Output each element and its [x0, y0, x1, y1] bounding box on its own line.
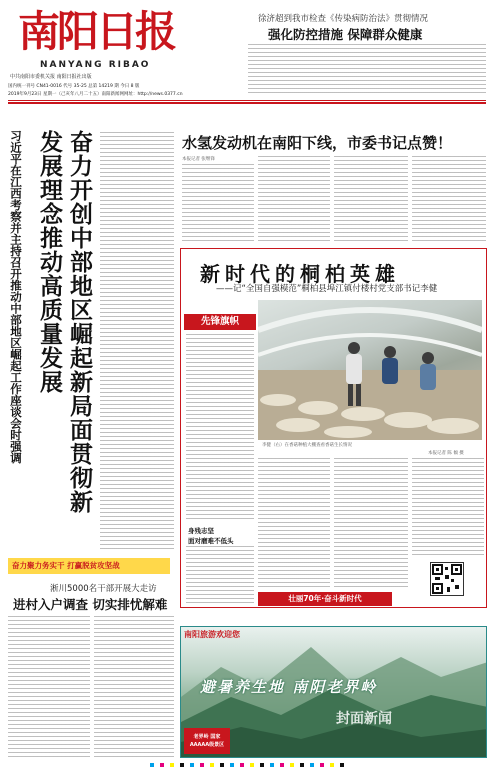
feature-photo	[258, 300, 482, 440]
masthead-divider-2	[8, 102, 486, 104]
lead-body-text-1	[100, 132, 174, 550]
lead-headline: 奋力开创中部地区崛起新局面贯彻新发展理念推动高质量发展	[36, 130, 92, 514]
sub-story-headline: 进村入户调查 切实排忧解难	[13, 597, 168, 612]
photo-credit: 本报记者 陈 倾 摄	[428, 451, 464, 456]
tourism-ad-label: 南阳旅游欢迎您	[184, 630, 240, 639]
masthead-title: 南阳日报	[18, 8, 175, 56]
engine-story-byline: 本报记者 张继锋	[182, 157, 215, 162]
tourism-ad-slogan: 避暑养生地 南阳老界岭	[200, 678, 378, 696]
engine-story-body-4	[412, 156, 486, 242]
feature-body-3	[334, 458, 408, 588]
header-kicker: 徐济超到我市检查《传染病防治法》贯彻情况	[258, 14, 429, 24]
photo-caption: 李健（右）在香菇种植大棚查看香菇生长情况	[262, 443, 352, 448]
feature-subhead-2: 面对磨难不低头	[188, 537, 234, 545]
masthead-pinyin: NANYANG RIBAO	[40, 60, 151, 70]
print-registration-marks	[150, 763, 350, 767]
feature-footer-banner: 壮丽70年·奋斗新时代	[258, 592, 392, 606]
engine-story-body-1	[182, 164, 254, 242]
engine-story-body-3	[334, 156, 408, 242]
masthead-subtitle: 中共南阳市委机关报 南阳日报社出版	[10, 74, 92, 80]
sub-story-body-1	[8, 616, 90, 758]
engine-story-body-2	[258, 156, 330, 242]
pioneer-flag-label: 先锋旗帜	[184, 314, 256, 330]
engine-story-headline: 水氢发动机在南阳下线，市委书记点赞！	[182, 134, 453, 152]
qr-code-icon	[431, 563, 463, 595]
feature-intro-text	[186, 334, 254, 522]
scenic-area-badge	[184, 728, 230, 754]
lead-kicker: 习近平在江西考察并主持召开推动中部地区崛起工作座谈会时强调	[9, 130, 23, 464]
sub-story-kicker: 淅川5000名干部开展大走访	[50, 584, 157, 594]
greenhouse-photo-illustration	[258, 300, 482, 440]
campaign-banner: 奋力聚力务实干 打赢脱贫攻坚战	[8, 558, 170, 574]
feature-headline: 新时代的桐柏英雄	[200, 262, 400, 286]
masthead-info-line1: 国内统一刊号 CN41-0016 代号 35-25 总第 14219 期 今日 8 版	[8, 84, 140, 89]
header-headline: 强化防控措施 保障群众健康	[268, 27, 423, 42]
masthead-info	[8, 83, 183, 99]
feature-subhead-1: 身残志坚	[188, 527, 214, 535]
watermark-logo: 封面新闻	[336, 711, 392, 727]
feature-body-2	[258, 458, 330, 588]
feature-body-4	[412, 458, 484, 558]
sub-story-body-2	[94, 616, 174, 758]
masthead-info-line2: 2019年9月23日 星期一（己亥年八月二十五）南阳新闻网网址：http://news.0377.cn	[8, 92, 183, 97]
masthead-divider	[8, 100, 486, 101]
feature-body-1	[186, 546, 254, 604]
header-body-text	[248, 44, 486, 96]
feature-subtitle: ——记“全国自强模范”桐柏县埠江镇付楼村党支部书记李健	[216, 284, 438, 294]
qr-code[interactable]	[430, 562, 464, 596]
scenic-area-badge-text: 老界岭 国家AAAAA级景区	[189, 734, 225, 748]
